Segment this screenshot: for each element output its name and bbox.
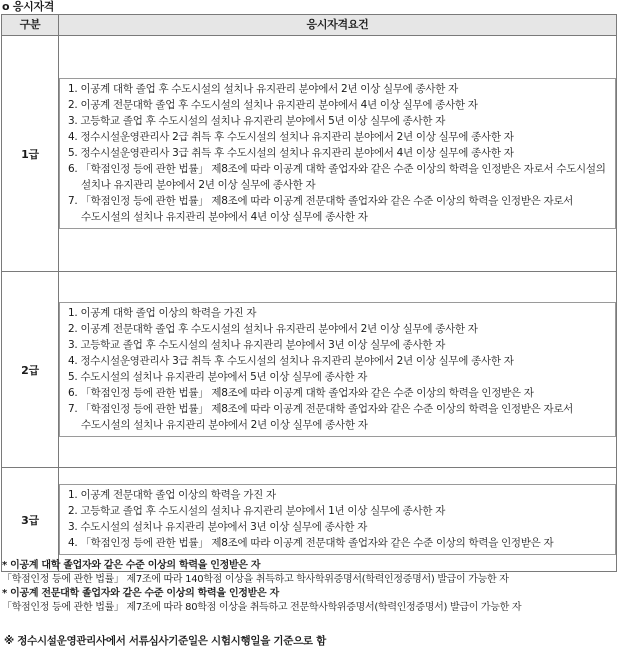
requirements-cell	[59, 272, 617, 468]
grade-cell: 2급	[2, 272, 59, 468]
header-requirements: 응시자격요건	[59, 15, 617, 36]
table-row-grade-2	[2, 272, 617, 468]
table-row-grade-1	[2, 36, 617, 272]
requirements-cell	[59, 36, 617, 272]
note-body: 「학점인정 등에 관한 법률」 제7조에 따라 140학점 이상을 취득하고 학사학위증명서(학력인정증명서) 발급이 가능한 자	[2, 574, 509, 585]
note-heading: * 이공계 대학 졸업자와 같은 수준 이상의 학력을 인정받은 자	[2, 560, 261, 571]
qualification-table	[1, 14, 617, 572]
requirements-cell	[59, 468, 617, 572]
requirement-item: 4. 정수시설운영관리사 2급 취득 후 수도시설의 설치나 유지관리 분야에서 2년 이상 실무에 종사한 자	[68, 131, 514, 143]
requirement-item: 3. 고등학교 졸업 후 수도시설의 설치나 유지관리 분야에서 5년 이상 실무에 종사한 자	[68, 115, 446, 127]
requirement-item: 1. 이공계 대학 졸업 이상의 학력을 가진 자	[68, 307, 257, 319]
requirement-item: 4. 정수시설운영관리사 3급 취득 후 수도시설의 설치나 유지관리 분야에서 2년 이상 실무에 종사한 자	[68, 355, 514, 367]
requirement-item: 3. 수도시설의 설치나 유지관리 분야에서 3년 이상 실무에 종사한 자	[68, 521, 368, 533]
note-heading: * 이공계 전문대학 졸업자와 같은 수준 이상의 학력을 인정받은 자	[2, 588, 279, 599]
requirements-box	[59, 484, 616, 555]
requirement-item: 6. 「학점인정 등에 관한 법률」 제8조에 따라 이공계 대학 졸업자와 같은 수준 이상의 학력을 인정받은 자로서 수도시설의 설치나 유지관리 분야에서 2년 이상 실무에 종사한 자	[68, 163, 606, 191]
requirement-item: 1. 이공계 전문대학 졸업 이상의 학력을 가진 자	[68, 489, 276, 501]
footnote: ※ 정수시설운영관리사에서 서류심사기준일은 시험시행일을 기준으로 함	[4, 635, 326, 647]
grade-cell: 3급	[2, 468, 59, 572]
requirement-item: 7. 「학점인정 등에 관한 법률」 제8조에 따라 이공계 전문대학 졸업자와 같은 수준 이상의 학력을 인정받은 자로서 수도시설의 설치나 유지관리 분야에서 2년 이상 실무에 종사한 자	[68, 403, 574, 431]
grade-cell: 1급	[2, 36, 59, 272]
requirement-item: 6. 「학점인정 등에 관한 법률」 제8조에 따라 이공계 대학 졸업자와 같은 수준 이상의 학력을 인정받은 자	[68, 387, 534, 399]
requirements-box	[59, 302, 616, 437]
requirement-item: 4. 「학점인정 등에 관한 법률」 제8조에 따라 이공계 전문대학 졸업자와 같은 수준 이상의 학력을 인정받은 자	[68, 537, 554, 549]
table-row-grade-3	[2, 468, 617, 572]
requirement-item: 1. 이공계 대학 졸업 후 수도시설의 설치나 유지관리 분야에서 2년 이상 실무에 종사한 자	[68, 83, 458, 95]
requirement-item: 2. 이공계 전문대학 졸업 후 수도시설의 설치나 유지관리 분야에서 4년 이상 실무에 종사한 자	[68, 99, 478, 111]
notes	[2, 559, 614, 615]
table-header-row	[2, 15, 617, 36]
requirement-item: 2. 고등학교 졸업 후 수도시설의 설치나 유지관리 분야에서 1년 이상 실무에 종사한 자	[68, 505, 446, 517]
requirements-box	[59, 78, 616, 229]
requirement-item: 7. 「학점인정 등에 관한 법률」 제8조에 따라 이공계 전문대학 졸업자와 같은 수준 이상의 학력을 인정받은 자로서 수도시설의 설치나 유지관리 분야에서 4년 이상 실무에 종사한 자	[68, 195, 574, 223]
header-grade: 구분	[2, 15, 59, 36]
requirement-item: 5. 정수시설운영관리사 3급 취득 후 수도시설의 설치나 유지관리 분야에서 4년 이상 실무에 종사한 자	[68, 147, 514, 159]
requirement-item: 5. 수도시설의 설치나 유지관리 분야에서 5년 이상 실무에 종사한 자	[68, 371, 368, 383]
section-title: o 응시자격	[2, 0, 55, 13]
requirement-item: 2. 이공계 전문대학 졸업 후 수도시설의 설치나 유지관리 분야에서 2년 이상 실무에 종사한 자	[68, 323, 478, 335]
note-body: 「학점인정 등에 관한 법률」 제7조에 따라 80학점 이상을 취득하고 전문학사학위증명서(학력인정증명서) 발급이 가능한 자	[2, 602, 522, 613]
requirement-item: 3. 고등학교 졸업 후 수도시설의 설치나 유지관리 분야에서 3년 이상 실무에 종사한 자	[68, 339, 446, 351]
